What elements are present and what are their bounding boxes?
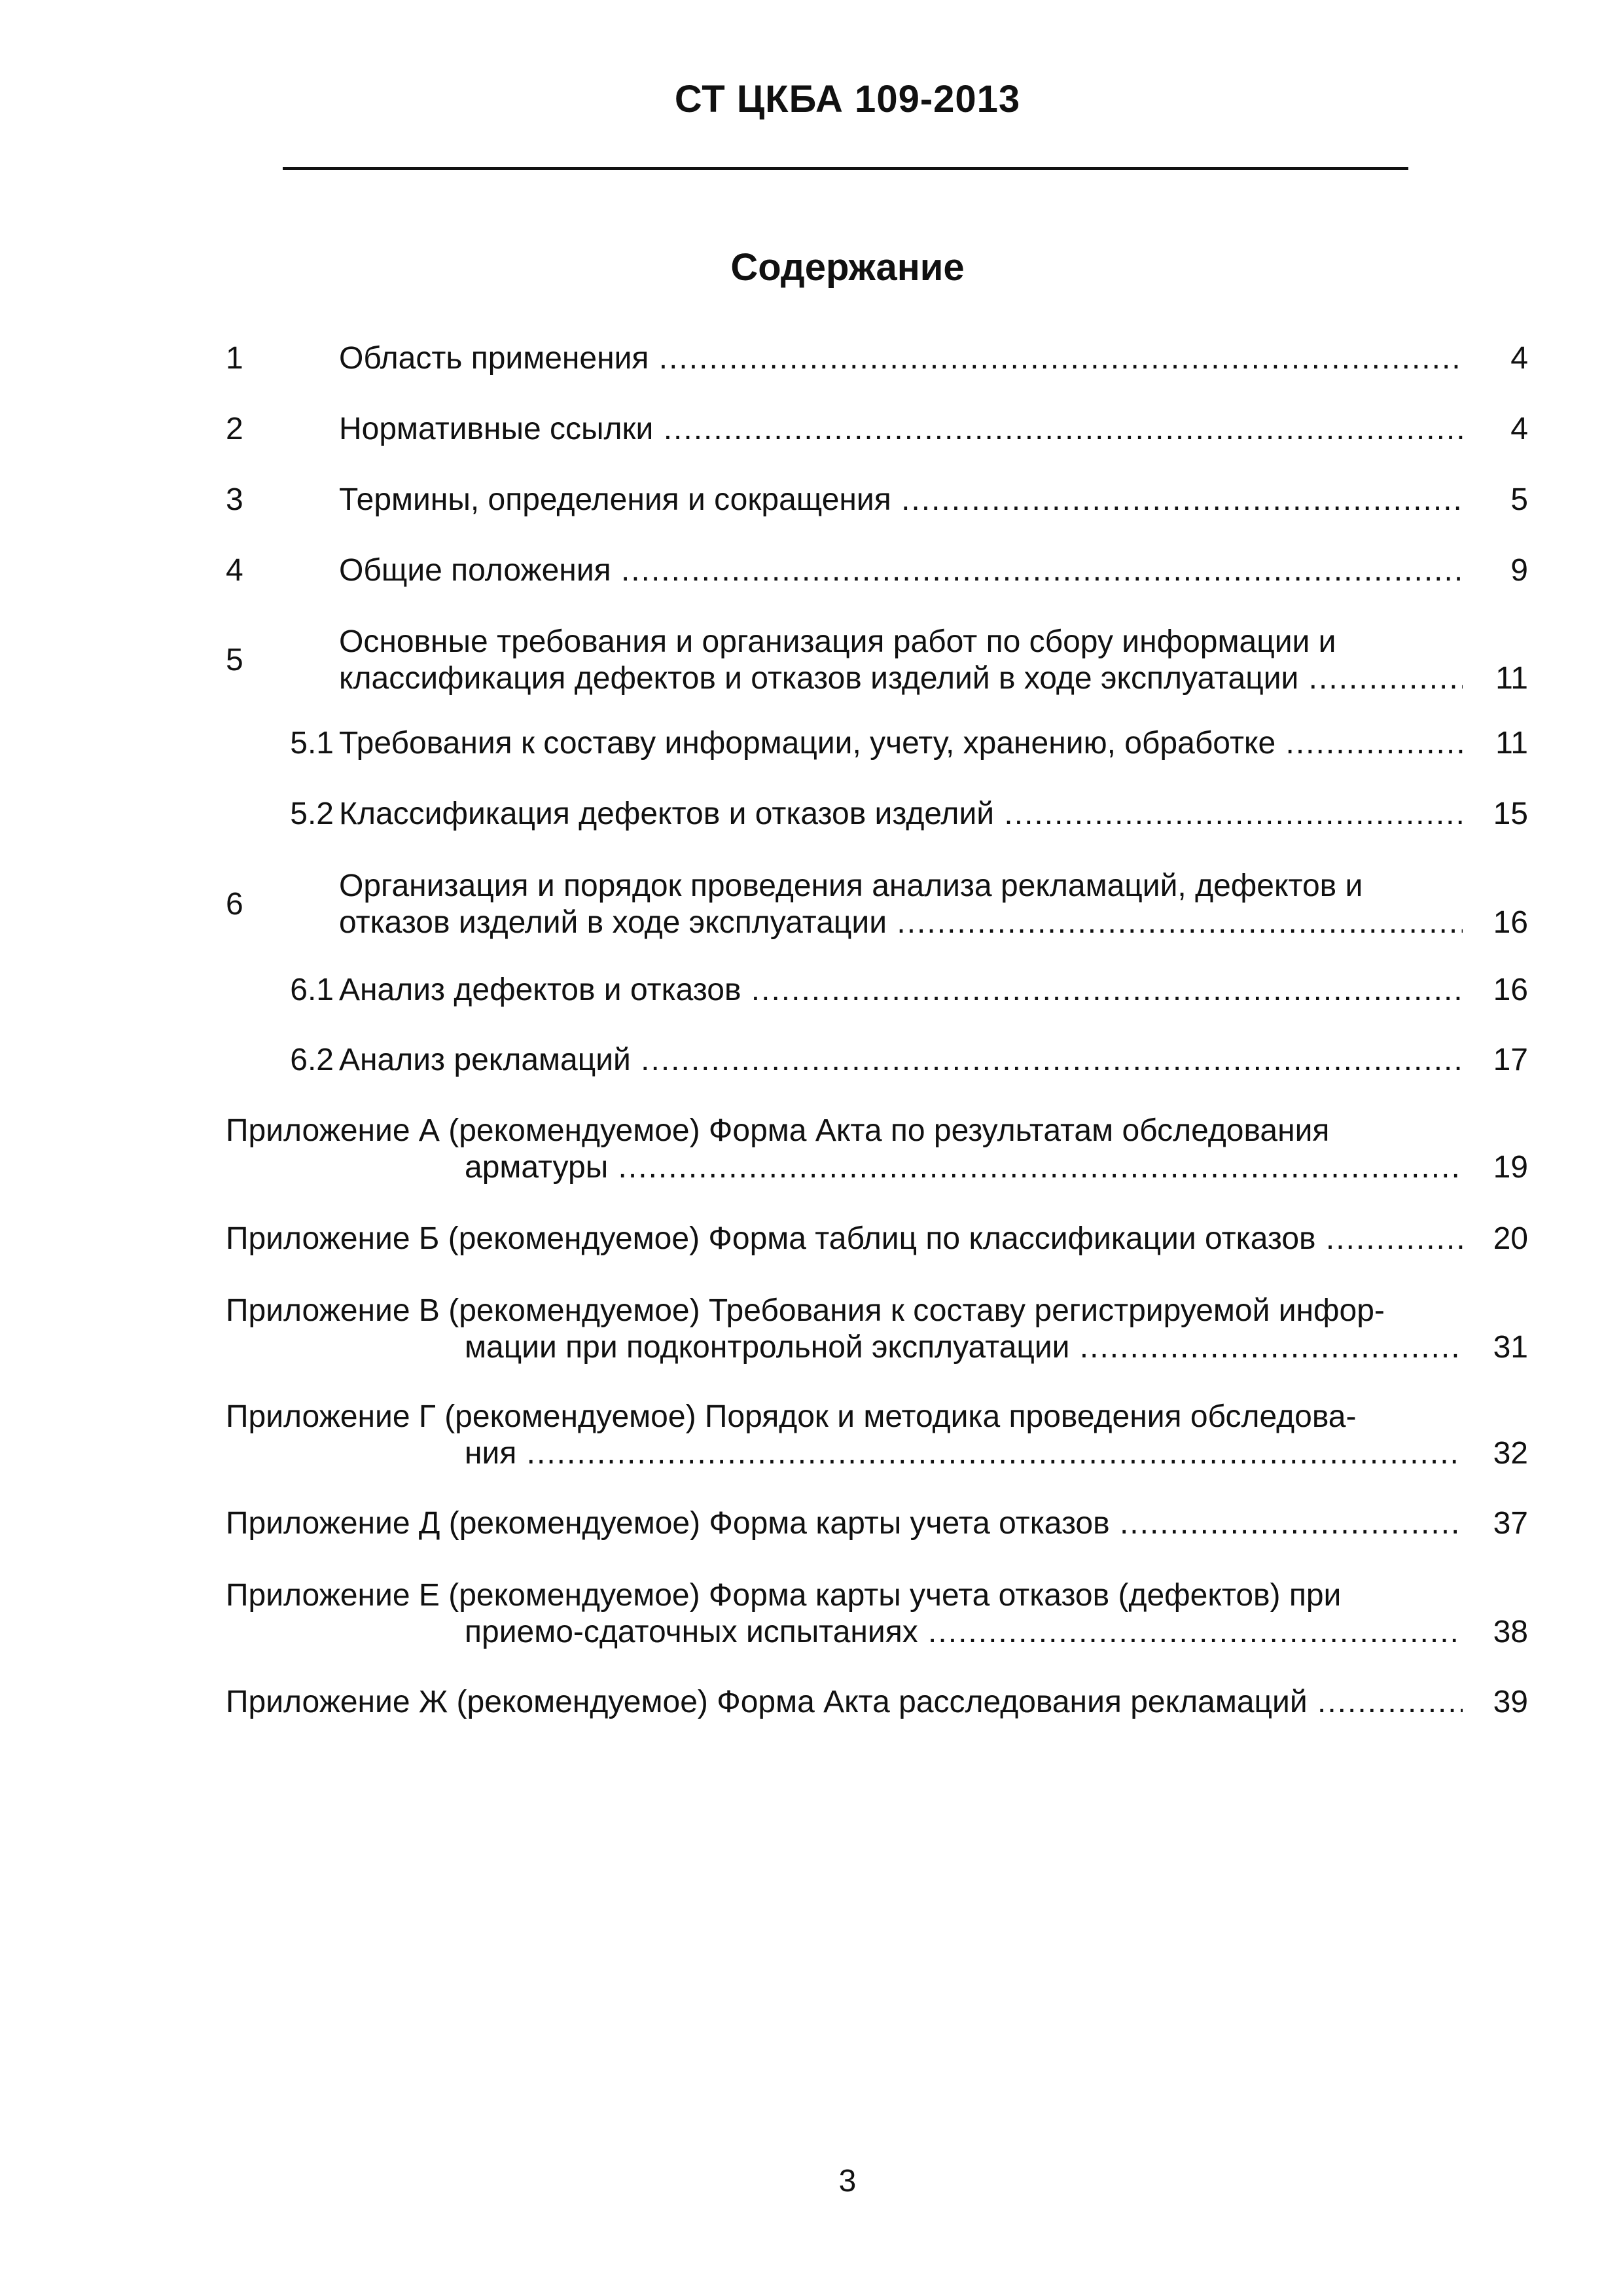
toc-appendix[interactable]	[226, 1399, 1528, 1472]
toc-entry-number: 5	[226, 643, 243, 677]
toc-appendix[interactable]	[226, 1684, 1528, 1721]
toc-entry[interactable]	[226, 868, 1528, 941]
toc-entry[interactable]	[226, 796, 1528, 833]
toc-entry[interactable]	[226, 340, 1528, 377]
toc-appendix-page: 19	[1493, 1150, 1528, 1185]
toc-appendix-title: ния .....	[465, 1435, 1463, 1472]
toc-appendix-page: 38	[1493, 1615, 1528, 1649]
toc-entry[interactable]	[226, 482, 1528, 518]
toc-entry-page: 11	[1495, 661, 1528, 696]
toc-entry-page: 15	[1493, 797, 1528, 831]
toc-entry[interactable]	[226, 725, 1528, 762]
toc-appendix-page: 32	[1493, 1436, 1528, 1471]
toc-entry-title: Классификация дефектов и отказов изделий .....	[339, 796, 1463, 833]
toc-appendix-title: Приложение Д (рекомендуемое) Форма карты учета отказов .....	[226, 1505, 1463, 1542]
toc-appendix-page: 20	[1493, 1221, 1528, 1256]
toc-entry[interactable]	[226, 552, 1528, 589]
toc-entry[interactable]	[226, 1042, 1528, 1079]
toc-appendix-title: Приложение Е (рекомендуемое) Форма карты учета отказов (дефектов) при	[226, 1578, 1342, 1613]
toc-entry-title: Организация и порядок проведения анализа рекламаций, дефектов и	[339, 869, 1363, 903]
toc-entry[interactable]	[226, 972, 1528, 1009]
toc-appendix-page: 37	[1493, 1506, 1528, 1541]
toc-entry-number: 5.2	[290, 797, 334, 831]
toc-entry-page: 4	[1510, 341, 1528, 376]
toc-entry-number: 1	[226, 341, 243, 376]
toc-entry-page: 5	[1510, 482, 1528, 517]
toc-entry-page: 4	[1510, 412, 1528, 446]
toc-entry-number: 2	[226, 412, 243, 446]
toc-appendix-title: Приложение Г (рекомендуемое) Порядок и методика проведения обследова-	[226, 1399, 1357, 1434]
toc-entry[interactable]	[226, 624, 1528, 697]
toc-title: Содержание	[730, 246, 965, 289]
toc-entry-page: 11	[1495, 726, 1528, 761]
toc-appendix[interactable]	[226, 1221, 1528, 1257]
toc-entry-title: Общие положения .....	[339, 552, 1463, 589]
toc-appendix-title: Приложение Б (рекомендуемое) Форма таблиц по классификации отказов .....	[226, 1221, 1463, 1257]
document-code: СТ ЦКБА 109-2013	[674, 78, 1021, 120]
toc-appendix[interactable]	[226, 1577, 1528, 1651]
toc-entry-number: 6.2	[290, 1043, 334, 1077]
toc-entry-number: 3	[226, 482, 243, 517]
toc-entry-number: 4	[226, 553, 243, 588]
toc-entry-page: 16	[1493, 905, 1528, 940]
toc-appendix-title: мации при подконтрольной эксплуатации .....	[465, 1329, 1463, 1366]
toc-appendix[interactable]	[226, 1113, 1528, 1186]
toc-entry-title: Требования к составу информации, учету, хранению, обработке .....	[339, 725, 1463, 762]
toc-appendix-title: Приложение А (рекомендуемое) Форма Акта по результатам обследования	[226, 1113, 1330, 1148]
toc-entry-title: Анализ рекламаций .....	[339, 1042, 1463, 1079]
toc-entry-page: 16	[1493, 973, 1528, 1007]
toc-appendix-title: Приложение Ж (рекомендуемое) Форма Акта расследования рекламаций .....	[226, 1684, 1463, 1721]
toc-appendix-title: арматуры .....	[465, 1149, 1463, 1186]
toc-entry-title: Нормативные ссылки .....	[339, 411, 1463, 448]
toc-appendix[interactable]	[226, 1505, 1528, 1542]
toc-entry-title: отказов изделий в ходе эксплуатации .....	[339, 905, 1463, 941]
toc-entry-number: 6.1	[290, 973, 334, 1007]
toc-entry-page: 17	[1493, 1043, 1528, 1077]
toc-entry-number: 5.1	[290, 726, 334, 761]
toc-entry-title: Анализ дефектов и отказов .....	[339, 972, 1463, 1009]
page-number: 3	[838, 2164, 857, 2198]
toc-entry-title: классификация дефектов и отказов изделий в ходе эксплуатации .....	[339, 660, 1463, 697]
toc-entry-title: Основные требования и организация работ по сбору информации и	[339, 624, 1336, 659]
toc-entry-page: 9	[1510, 553, 1528, 588]
toc-appendix-title: Приложение В (рекомендуемое) Требования к составу регистрируемой инфор-	[226, 1293, 1385, 1328]
toc-entry[interactable]	[226, 411, 1528, 448]
toc-appendix-page: 31	[1493, 1330, 1528, 1365]
toc-appendix-title: приемо-сдаточных испытаниях .....	[465, 1614, 1463, 1651]
toc-appendix[interactable]	[226, 1293, 1528, 1366]
toc-appendix-page: 39	[1493, 1685, 1528, 1719]
toc-entry-number: 6	[226, 887, 243, 922]
header-rule	[283, 167, 1408, 170]
toc-entry-title: Область применения .....	[339, 340, 1463, 377]
toc-entry-title: Термины, определения и сокращения .....	[339, 482, 1463, 518]
